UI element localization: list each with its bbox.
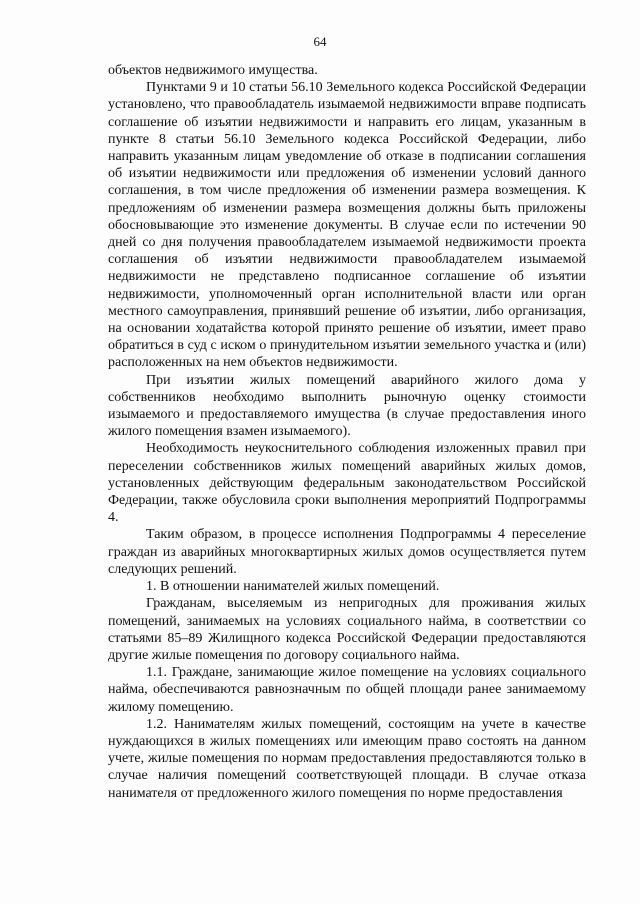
paragraph: объектов недвижимого имущества. xyxy=(108,63,318,78)
paragraph: Необходимость неукоснительного соблюдения изложенных правил при переселении собственников жилых помещений аварийных жилых домов, установленных действующим федеральным законодательством Российской Федерации, также обусловила сроки выполнения мероприятий Подпрограммы 4. xyxy=(108,441,586,526)
paragraph: Гражданам, выселяемым из непригодных для проживания жилых помещений, занимаемых на условиях социального найма, в соответствии со статьями 85–89 Жилищного кодекса Российской Федерации предоставляются другие жилые помещения по договору социального найма. xyxy=(108,596,586,663)
page-number: 64 xyxy=(313,34,327,49)
paragraph: 1. В отношении нанимателей жилых помещений. xyxy=(146,579,440,595)
paragraph: 1.1. Гражданe, занимающие жилое помещение на условиях социального найма, обеспечиваются равнозначным по общей площади ранее занимаемому жилому помещению. xyxy=(108,665,586,715)
paragraph: Таким образом, в процессе исполнения Подпрограммы 4 переселение граждан из аварийных многоквартирных жилых домов осуществляется путем следующих решений. xyxy=(108,527,586,577)
paragraph: 1.2. Нанимателям жилых помещений, состоящим на учете в качестве нуждающихся в жилых помещениях или имеющим право состоять на данном учете, жилые помещения по нормам предоставления предоставляются только в случае наличия помещений соответствующей площади. В случае отказа нанимателя от предложенного жилого помещения по норме предоставления xyxy=(108,716,586,801)
paragraph: При изъятии жилых помещений аварийного жилого дома у собственников необходимо выполнить рыночную оценку стоимости изымаемого и предоставляемого имущества (в случае предоставления иного жилого помещения взамен изымаемого). xyxy=(108,372,586,440)
paragraph: Пунктами 9 и 10 статьи 56.10 Земельного кодекса Российской Федерации установлено, что правообладатель изымаемой недвижимости вправе подписать соглашение об изъятии недвижимости и направить его лицам, указанным в пункте 8 статьи 56.10 Земельного кодекса Российской Федерации, либо направить указанным лицам уведомление об отказе в подписании соглашения об изъятии недвижимости или предложения об изменении условий данного соглашения, в том числе предложения об изменении размера возмещения. К предложениям об изменении размера возмещения должны быть приложены обосновывающие это изменение документы. В случае если по истечении 90 дней со дня получения правообладателем изымаемой недвижимости проекта соглашения об изъятии недвижимости правообладателем изымаемой недвижимости не представлено подписанное соглашение об изъятии недвижимости, уполномоченный орган исполнительной власти или орган местного самоуправления, принявший решение об изъятии, либо организация, на основании ходатайства которой принято решение об изъятии, имеет право обратиться в суд с иском о принудительном изъятии земельного участка и (или) расположенных на нем объектов недвижимости. xyxy=(108,80,586,371)
body-text xyxy=(108,62,586,802)
